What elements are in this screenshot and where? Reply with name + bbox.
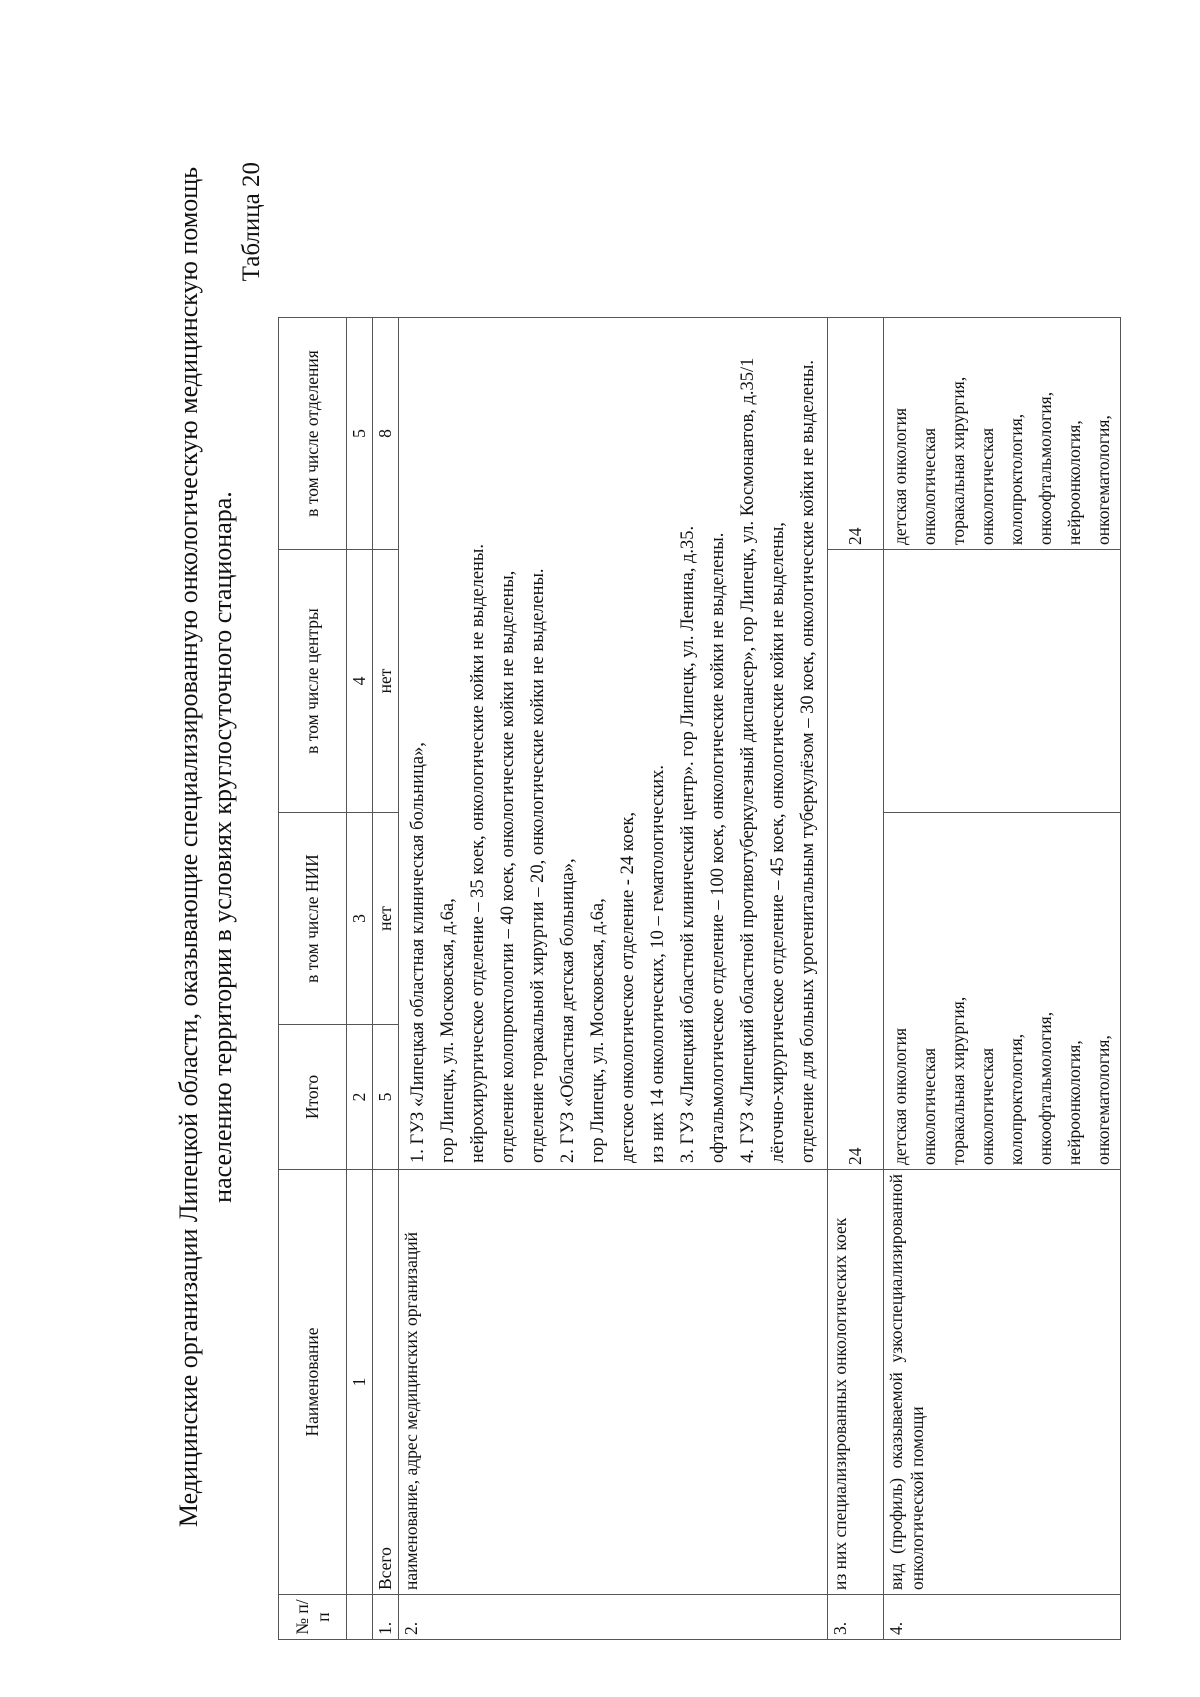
- profile-item: нейроонкология,: [1064, 1040, 1084, 1165]
- table-row: [373, 318, 399, 1640]
- profile-item: детская онкология: [890, 407, 910, 545]
- profile-item: детская онкология: [890, 1027, 910, 1165]
- row1-departments: 8: [373, 318, 399, 550]
- table-row: [399, 318, 828, 1640]
- col-number-5: 5: [347, 318, 373, 550]
- header-total: Итого: [279, 1025, 347, 1170]
- profile-item: онкологическая: [977, 427, 997, 545]
- col-number-2: 2: [347, 1025, 373, 1170]
- org-line: отделение торакальной хирургии – 20, онкологические койки не выделены.: [528, 568, 548, 1163]
- org-line: из них 14 онкологических, 10 – гематологических.: [648, 764, 668, 1163]
- row1-nii: нет: [373, 813, 399, 1025]
- org-line: отделение колопроктологии – 40 коек, онкологические койки не выделены,: [498, 570, 518, 1163]
- profile-item: онкоофтальмология,: [1035, 391, 1055, 545]
- header-name: Наименование: [279, 1170, 347, 1595]
- row1-centers: нет: [373, 550, 399, 813]
- org-line: 3. ГУЗ «Липецкий областной клинический центр». гор Липецк, ул. Ленина, д.35.: [678, 525, 698, 1163]
- row3-num: 3.: [828, 1595, 884, 1640]
- profile-item: онкологическая: [919, 1047, 939, 1165]
- row3-departments: 24: [828, 318, 884, 550]
- column-number-row: [347, 318, 373, 1640]
- row1-num: 1.: [373, 1595, 399, 1640]
- page-title: [172, 57, 240, 1637]
- profile-item: онкогематология,: [1093, 415, 1113, 545]
- org-line: гор Липецк, ул. Московская, д.6а,: [588, 898, 608, 1163]
- row3-total: 24: [828, 550, 884, 1170]
- org-line: гор Липецк, ул. Московская, д.6а,: [438, 898, 458, 1163]
- profile-item: нейроонкология,: [1064, 420, 1084, 545]
- col-number-1: 1: [347, 1170, 373, 1595]
- table-row: [828, 318, 884, 1640]
- header-nii: в том числе НИИ: [279, 813, 347, 1025]
- row2-num: 2.: [399, 1595, 828, 1640]
- row4-name: вид (профиль) оказываемой узкоспециализированной онкологической помощи: [884, 1170, 1121, 1595]
- profile-item: онкоофтальмология,: [1035, 1011, 1055, 1165]
- header-num: № п/п: [279, 1595, 347, 1640]
- title-line-2: населению территории в условиях круглосуточного стационара.: [208, 491, 237, 1203]
- row2-name: наименование, адрес медицинских организаций: [399, 1170, 828, 1595]
- row1-total: 5: [373, 1025, 399, 1170]
- organizations-table: [278, 317, 1121, 1640]
- profile-item: торакальная хирургия,: [948, 376, 968, 545]
- row3-name: из них специализированных онкологических коек: [828, 1170, 884, 1595]
- profile-item: колопроктология,: [1006, 1033, 1026, 1165]
- col-number-4: 4: [347, 550, 373, 813]
- org-line: детское онкологическое отделение - 24 коек,: [618, 811, 638, 1163]
- profile-item: торакальная хирургия,: [948, 996, 968, 1165]
- org-line: нейрохирургическое отделение – 35 коек, онкологические койки не выделены.: [468, 544, 488, 1163]
- header-centers: в том числе центры: [279, 550, 347, 813]
- row1-name: Всего: [373, 1170, 399, 1595]
- row4-profiles-departments: [884, 318, 1121, 550]
- table-row: [884, 318, 1121, 1640]
- profile-item: онкологическая: [919, 427, 939, 545]
- col-number-3: 3: [347, 813, 373, 1025]
- title-line-1: Медицинские организации Липецкой области, оказывающие специализированную онкологическую медицинскую помощь: [174, 166, 203, 1528]
- profile-item: онкогематология,: [1093, 1035, 1113, 1165]
- row4-num: 4.: [884, 1595, 1121, 1640]
- profile-item: колопроктология,: [1006, 413, 1026, 545]
- org-line: 1. ГУЗ «Липецкая областная клиническая больница»,: [408, 742, 428, 1163]
- header-departments: в том числе отделения: [279, 318, 347, 550]
- row2-organizations: [399, 318, 828, 1170]
- row4-profiles-total: [884, 813, 1121, 1170]
- org-line: лёгочно-хирургическое отделение – 45 коек, онкологические койки не выделены,: [768, 522, 788, 1163]
- header-row: [279, 318, 347, 1640]
- org-line: отделение для больных урогенитальным туберкулёзом – 30 коек, онкологические койки не выделены.: [798, 360, 818, 1163]
- profile-item: онкологическая: [977, 1047, 997, 1165]
- table-number: Таблица 20: [238, 162, 265, 282]
- org-line: 2. ГУЗ «Областная детская больница»,: [558, 858, 578, 1163]
- org-line: 4. ГУЗ «Липецкий областной противотуберкулезный диспансер», гор Липецк, ул. Космонавтов, д.35/1: [738, 357, 758, 1163]
- org-line: офтальмологическое отделение – 100 коек, онкологические койки не выделены.: [708, 532, 728, 1163]
